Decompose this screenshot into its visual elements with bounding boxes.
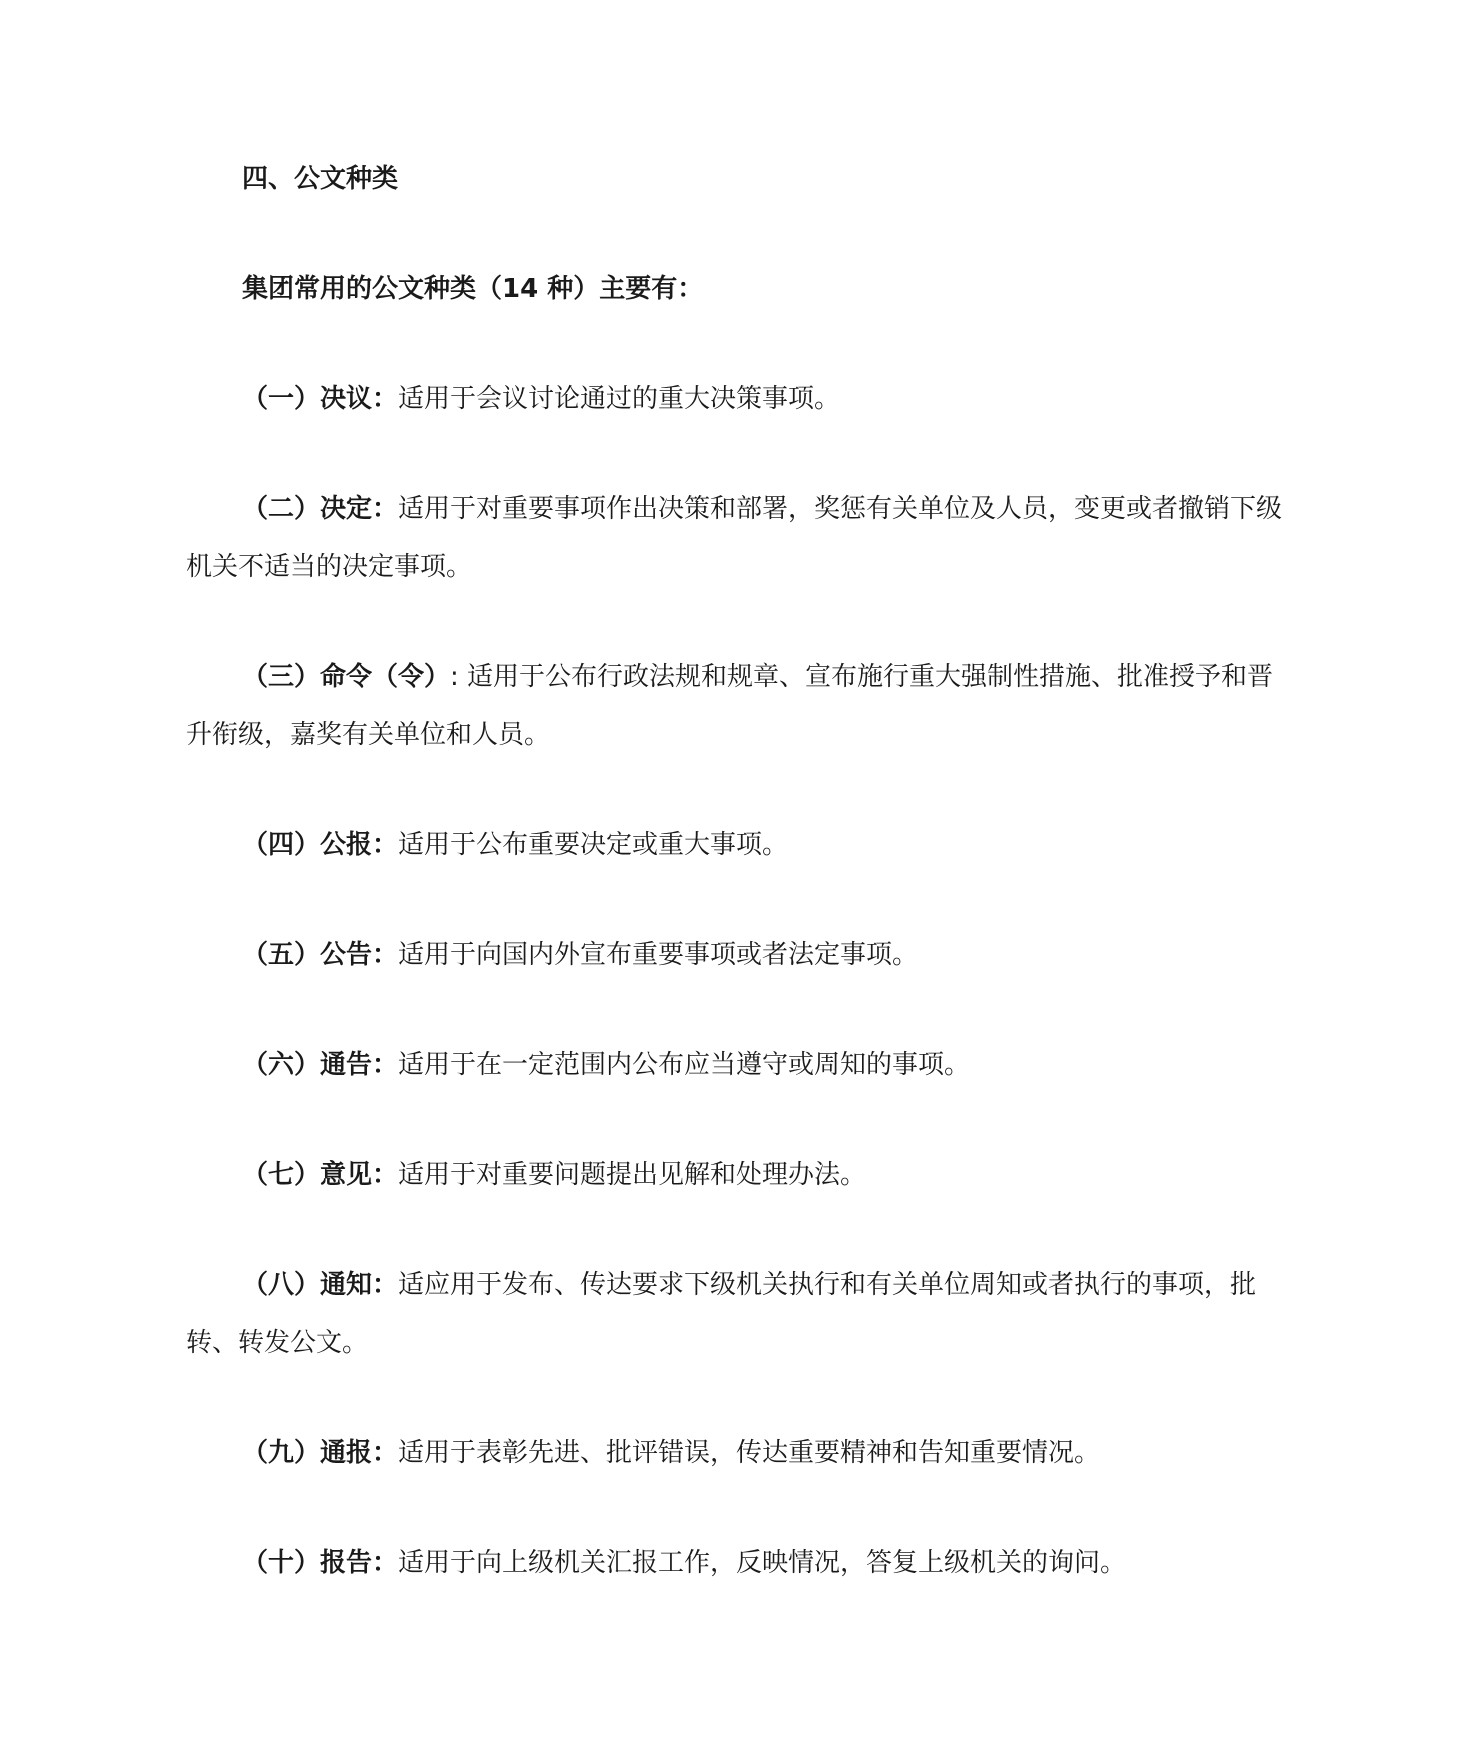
item-text: 适用于向国内外宣布重要事项或者法定事项。 (398, 940, 919, 970)
item-label: （十）报告： (242, 1548, 399, 1578)
item-report (186, 1534, 1286, 1592)
item-notice (186, 1256, 1286, 1372)
item-text: 适用于对重要问题提出见解和处理办法。 (398, 1160, 867, 1190)
item-label: （五）公告： (242, 940, 399, 970)
intro-line: 集团常用的公文种类（14 种）主要有： (242, 274, 704, 304)
item-label: （四）公报： (242, 830, 399, 860)
item-text: : 适用于公布行政法规和规章、宣布施行重大强制性措施、批准授予和晋升衔级，嘉奖有关单位和人员。 (186, 662, 1274, 750)
item-communique (186, 816, 1286, 874)
item-notice-public (186, 1036, 1286, 1094)
item-bulletin (186, 1424, 1286, 1482)
item-label: （七）意见： (242, 1160, 399, 1190)
item-order (186, 648, 1286, 764)
item-label: （三）命令（令） (242, 662, 451, 692)
item-text: 适用于表彰先进、批评错误，传达重要精神和告知重要情况。 (398, 1438, 1101, 1468)
item-text: 适用于会议讨论通过的重大决策事项。 (398, 384, 841, 414)
item-text: 适用于公布重要决定或重大事项。 (398, 830, 789, 860)
item-label: （六）通告： (242, 1050, 399, 1080)
section-title: 四、公文种类 (242, 164, 399, 194)
document-body (186, 150, 1286, 1644)
item-text: 适用于向上级机关汇报工作，反映情况，答复上级机关的询问。 (398, 1548, 1127, 1578)
item-label: （八）通知： (242, 1270, 399, 1300)
item-announcement (186, 926, 1286, 984)
item-label: （一）决议： (242, 384, 399, 414)
item-text: 适应用于发布、传达要求下级机关执行和有关单位周知或者执行的事项，批转、转发公文。 (186, 1270, 1257, 1358)
item-text: 适用于对重要事项作出决策和部署，奖惩有关单位及人员，变更或者撤销下级机关不适当的决定事项。 (186, 494, 1283, 582)
item-label: （二）决定： (242, 494, 399, 524)
item-text: 适用于在一定范围内公布应当遵守或周知的事项。 (398, 1050, 971, 1080)
item-decision-resolution (186, 370, 1286, 428)
item-label: （九）通报： (242, 1438, 399, 1468)
item-decision (186, 480, 1286, 596)
item-opinion (186, 1146, 1286, 1204)
